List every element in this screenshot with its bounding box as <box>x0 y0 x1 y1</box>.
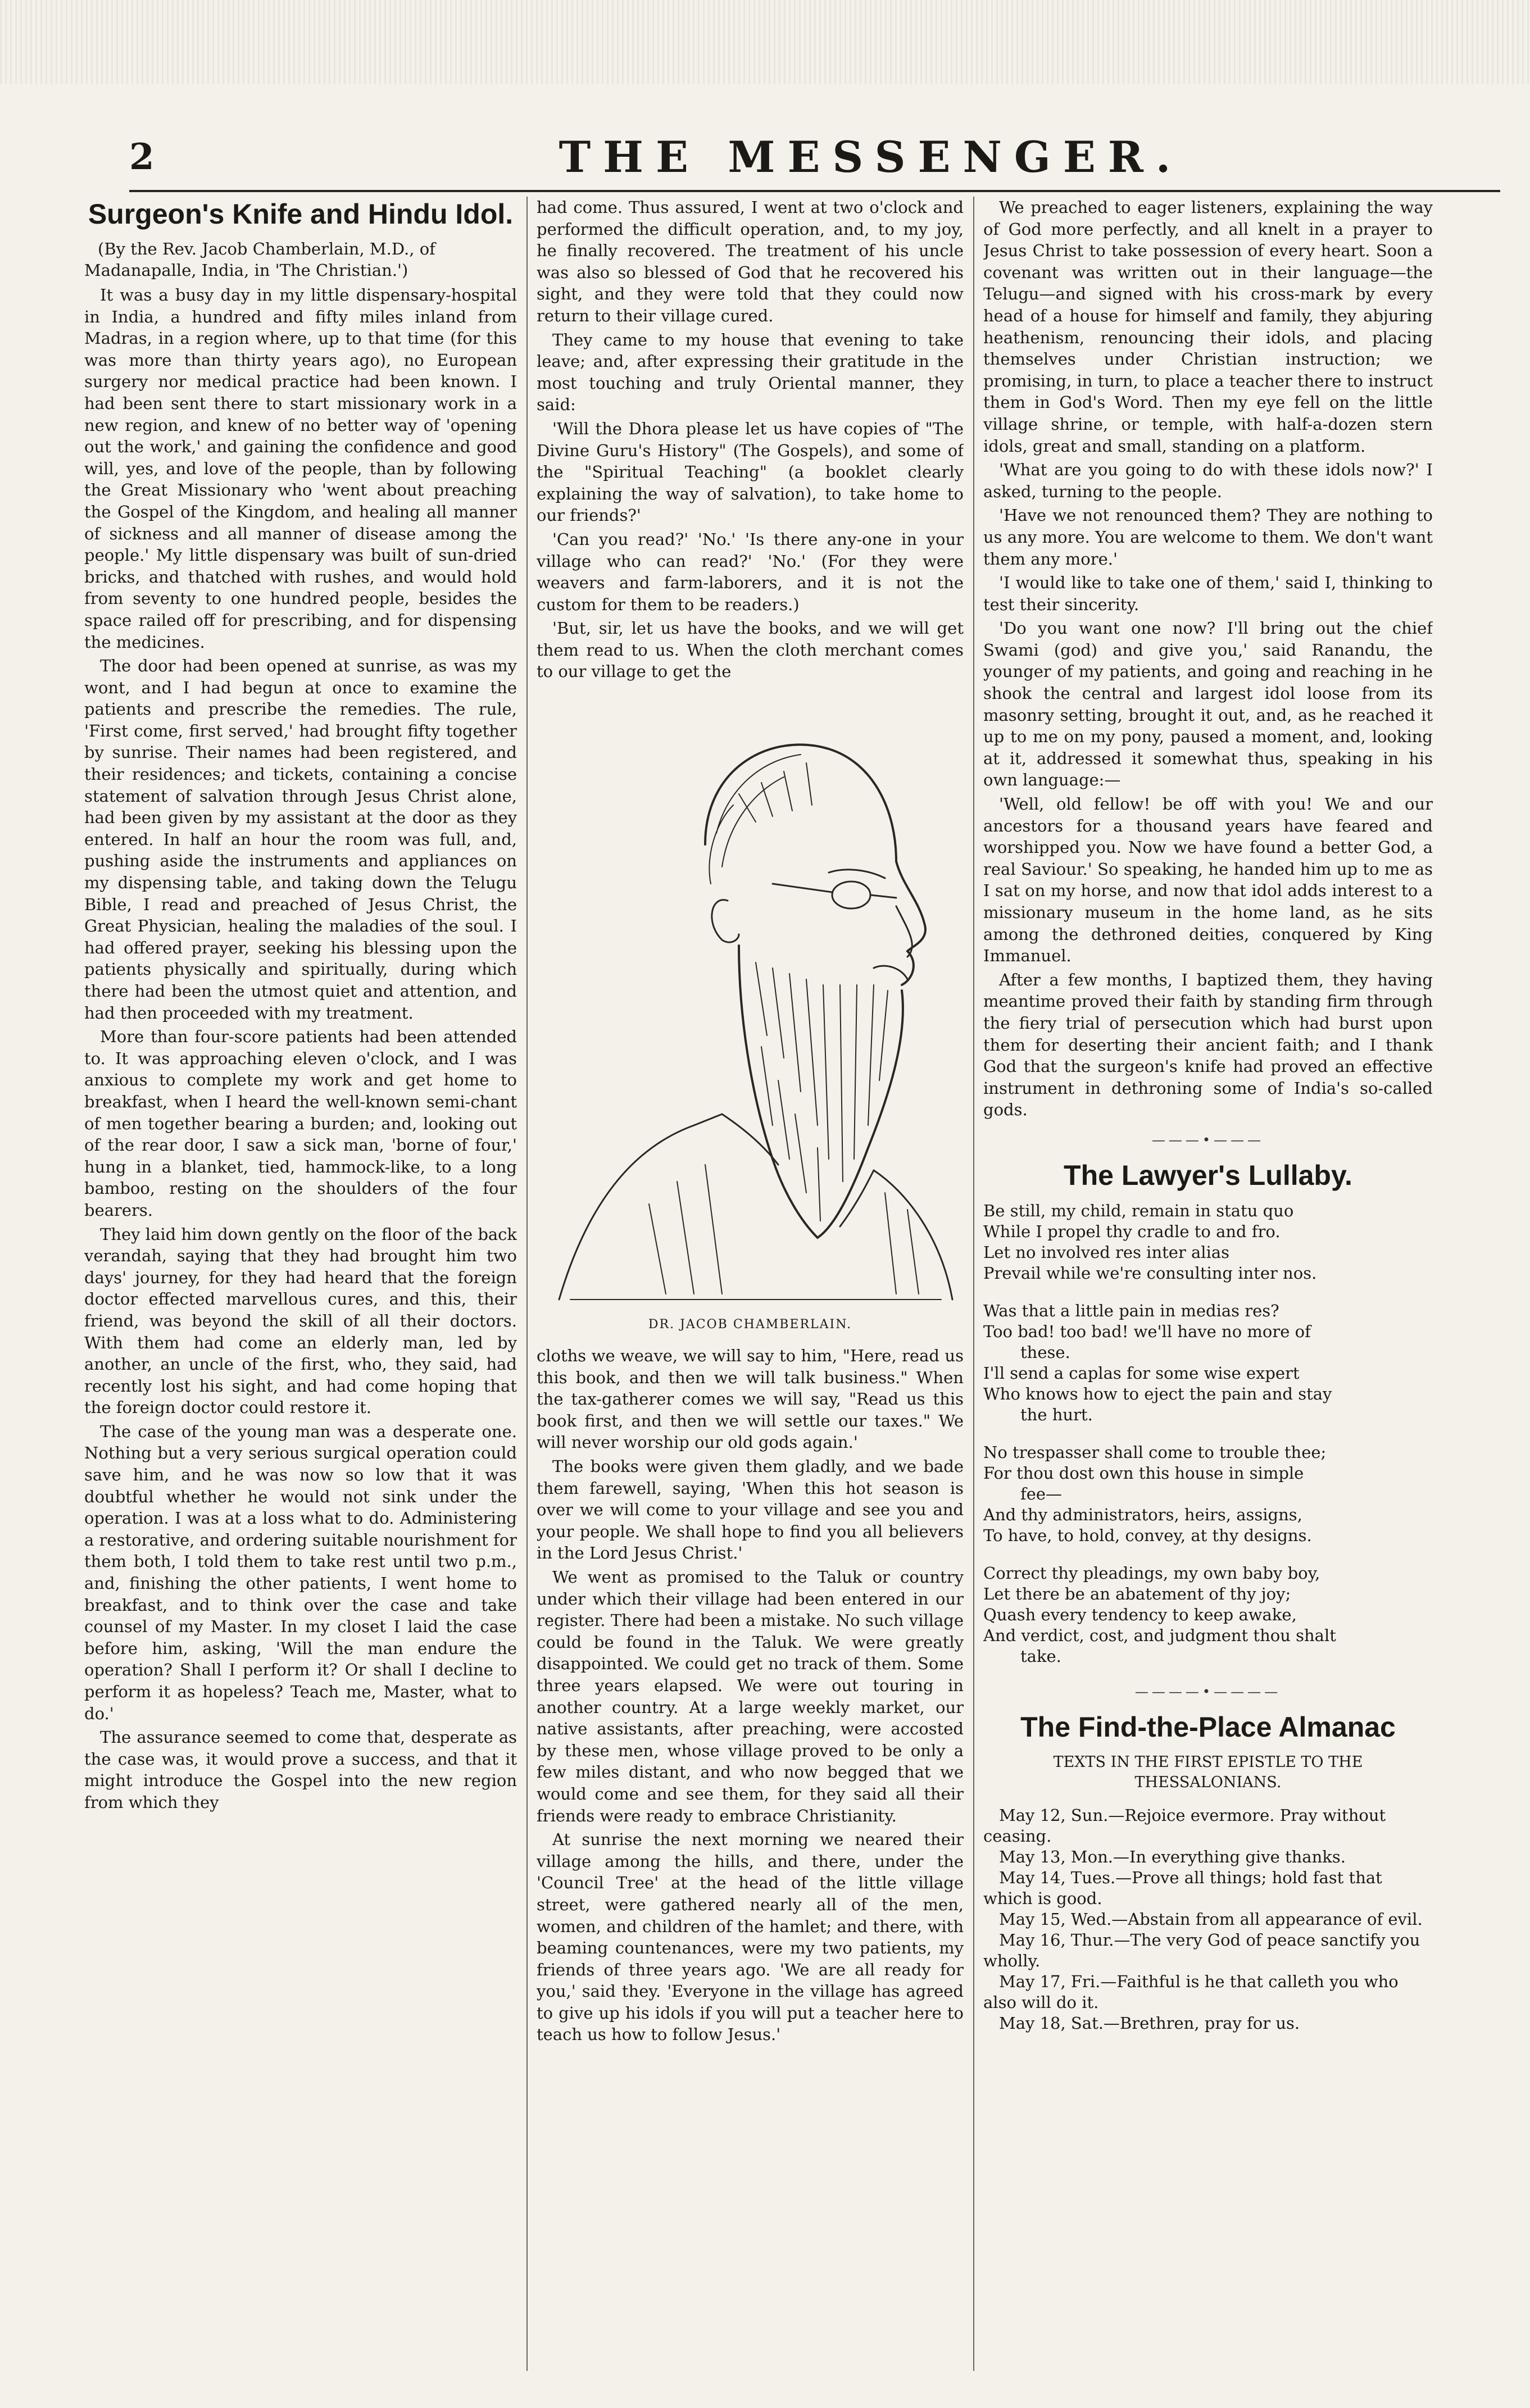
portrait-illustration <box>537 698 964 1311</box>
poem-stanza <box>983 1301 1433 1425</box>
poem-line: fee— <box>1020 1484 1063 1503</box>
masthead <box>129 129 1500 197</box>
column-2 <box>537 197 964 2371</box>
poem-line: take. <box>1020 1646 1061 1666</box>
almanac-entry: May 13, Mon.—In everything give thanks. <box>999 1847 1346 1866</box>
article-paragraph: 'But, sir, let us have the books, and we will get them read to us. When the cloth merchant comes to our village to get the <box>537 619 964 681</box>
poem-line: Was that a little pain in medias res? <box>983 1301 1279 1320</box>
almanac-entry: May 17, Fri.—Faithful is he that calleth you who also will do it. <box>983 1971 1399 2012</box>
article-paragraph: 'I would like to take one of them,' said I, thinking to test their sincerity. <box>983 573 1433 614</box>
poem-line: Let there be an abatement of thy joy; <box>983 1584 1291 1603</box>
almanac-entry: May 14, Tues.—Prove all things; hold fast that which is good. <box>983 1868 1382 1908</box>
poem-line: Correct thy pleadings, my own baby boy, <box>983 1563 1320 1583</box>
column-divider <box>973 197 974 2371</box>
article-paragraph: 'Well, old fellow! be off with you! We and our ancestors for a thousand years have feared and worshipped you. Now we have found a better God, a real Saviour.' So speaking, he handed him up to me as I sat on my horse, and now that idol adds interest to a missionary museum in the home land, as he sits among the dethroned deities, conquered by King Immanuel. <box>983 794 1433 966</box>
almanac-entry: May 15, Wed.—Abstain from all appearance of evil. <box>999 1909 1423 1929</box>
page-number: 2 <box>129 136 155 178</box>
article-paragraph: The case of the young man was a desperate one. Nothing but a very serious surgical operation could save him, and he was now so low that it was doubtful whether he would not sink under the operation. I was at a loss what to do. Administering a restorative, and ordering suitable nourishment for them both, I told them to take rest until two p.m., and, finishing the other patients, I went home to breakfast, and to think over the case and take counsel of my Master. In my closet I laid the case before him, asking, 'Will the man endure the operation? Shall I perform it? Or shall I decline to perform it as hopeless? Teach me, Master, what to do.' <box>84 1421 517 1723</box>
article-paragraph: We preached to eager listeners, explaining the way of God more perfectly, and all knelt in a prayer to Jesus Christ to take possession of every heart. Soon a covenant was written out in their language—the Telugu—and signed with his cross-mark by every head of a house for himself and family, they abjuring heathenism, renouncing their idols, and placing themselves under Christian instruction; we promising, in turn, to place a teacher there to instruct them in God's Word. Then my eye fell on the little village shrine, or temple, with half-a-dozen stern idols, great and small, standing on a platform. <box>983 198 1433 456</box>
poem-line: Quash every tendency to keep awake, <box>983 1605 1297 1624</box>
article-paragraph: had come. Thus assured, I went at two o'clock and performed the difficult operation, and, to my joy, he finally recovered. The treatment of his uncle was also so blessed of God that he recovered his sight, and they were told that they could now return to their village cured. <box>537 198 964 325</box>
poem-line: No trespasser shall come to trouble thee; <box>983 1442 1327 1462</box>
poem-line: To have, to hold, convey, at thy designs. <box>983 1525 1312 1545</box>
poem-stanza <box>983 1563 1433 1667</box>
poem-stanza <box>983 1201 1433 1284</box>
portrait-drawing <box>537 698 964 1311</box>
poem-line: And thy administrators, heirs, assigns, <box>983 1505 1302 1524</box>
poem-line: And verdict, cost, and judgment thou shalt <box>983 1625 1336 1645</box>
column-divider <box>526 197 528 2371</box>
article-paragraph: 'Can you read?' 'No.' 'Is there any-one in your village who can read?' 'No.' (For they were weavers and farm-laborers, and it is not the custom for them to be readers.) <box>537 529 964 614</box>
almanac-entry: May 16, Thur.—The very God of peace sanctify you wholly. <box>983 1930 1420 1970</box>
poem-line: For thou dost own this house in simple <box>983 1463 1304 1483</box>
article-paragraph: We went as promised to the Taluk or country under which their village had been entered in our register. There had been a mistake. No such village could be found in the Taluk. We were greatly disappointed. We could get no track of them. Some three years elapsed. We were out touring in another country. At a large weekly market, our native assistants, after preaching, were accosted by these men, whose village proved to be only a few miles distant, and who now begged that we would come and see them, for they said all their friends were ready to embrace Christianity. <box>537 1568 964 1825</box>
almanac-entry: May 18, Sat.—Brethren, pray for us. <box>999 2013 1300 2033</box>
poem-line: Too bad! too bad! we'll have no more of <box>983 1321 1311 1341</box>
article-paragraph: They came to my house that evening to take leave; and, after expressing their gratitude in the most touching and truly Oriental manner, they said: <box>537 330 964 415</box>
article-paragraph: 'What are you going to do with these idols now?' I asked, turning to the people. <box>983 460 1433 501</box>
poem-line: While I propel thy cradle to and fro. <box>983 1221 1281 1241</box>
column-3 <box>983 197 1433 2371</box>
almanac-title: The Find-the-Place Almanac <box>1020 1711 1396 1743</box>
poem-line: Be still, my child, remain in statu quo <box>983 1201 1294 1220</box>
poem-line: Let no involved res inter alias <box>983 1242 1230 1262</box>
section-ornament: ———•——— <box>1151 1132 1265 1148</box>
article-paragraph: It was a busy day in my little dispensary-hospital in India, a hundred and fifty miles inland from Madras, in a region where, up to that time (for this was more than thirty years ago), no European surgery nor medical practice had been known. I had been sent there to start missionary work in a new region, and knew of no better way of 'opening out the work,' and gaining the confidence and good will, yes, and love of the people, than by following the Great Missionary who 'went about preaching the Gospel of the Kingdom, and healing all manner of sickness and all manner of disease among the people.' My little dispensary was built of sun-dried bricks, and thatched with rushes, and would hold from seventy to one hundred people, besides the space railed off for prescribing, and for dispensing the medicines. <box>84 285 517 652</box>
poem-line: these. <box>1020 1342 1070 1362</box>
article-paragraph: 'Do you want one now? I'll bring out the chief Swami (god) and give you,' said Ranandu, the younger of my patients, and going and reaching in he shook the central and largest idol loose from its masonry setting, brought it out, and, as he reached it up to me on my pony, paused a moment, and, looking at it, addressed it somewhat thus, speaking in his own language:— <box>983 619 1433 790</box>
article-paragraph: At sunrise the next morning we neared their village among the hills, and there, under the 'Council Tree' at the head of the little village street, were gathered nearly all of the men, women, and children of the hamlet; and there, with beaming countenances, were my two patients, my friends of three years ago. 'We are all ready for you,' said they. 'Everyone in the village has agreed to give up his idols if you will put a teacher here to teach us how to follow Jesus.' <box>537 1830 964 2044</box>
article-paragraph: 'Have we not renounced them? They are nothing to us any more. You are welcome to them. We don't want them any more.' <box>983 506 1433 569</box>
almanac-entry: May 12, Sun.—Rejoice evermore. Pray without ceasing. <box>983 1805 1386 1846</box>
column-1 <box>84 197 517 2371</box>
poem-title: The Lawyer's Lullaby. <box>1064 1159 1352 1191</box>
article-paragraph: The door had been opened at sunrise, as was my wont, and I had begun at once to examine the patients and prescribe the remedies. The rule, 'First come, first served,' had brought fifty together by sunrise. Their names had been registered, and their residences; and tickets, containing a concise statement of salvation through Jesus Christ alone, had been given by my assistant at the door as they entered. In half an hour the room was full, and, pushing aside the instruments and appliances on my dispensing table, and taking down the Telugu Bible, I read and preached of Jesus Christ, the Great Physician, healing the maladies of the soul. I had offered prayer, seeking his blessing upon the patients physically and spiritually, during which there had been the utmost quiet and attention, and had then proceeded with my treatment. <box>84 656 517 1023</box>
article-paragraph: The assurance seemed to come that, desperate as the case was, it would prove a success, and that it might introduce the Gospel into the new region from which they <box>84 1728 517 1812</box>
article-paragraph: After a few months, I baptized them, they having meantime proved their faith by standing firm through the fiery trial of persecution which had burst upon them for deserting their ancient faith; and I thank God that the surgeon's knife had proved an effective instrument in dethroning some of India's so-called gods. <box>983 970 1433 1120</box>
poem-line: I'll send a caplas for some wise expert <box>983 1363 1300 1383</box>
poem-line: Who knows how to eject the pain and stay <box>983 1384 1332 1403</box>
section-ornament: ————•———— <box>1134 1683 1282 1700</box>
masthead-rule <box>129 190 1500 192</box>
poem-stanza <box>983 1442 1433 1546</box>
article-paragraph: The books were given them gladly, and we bade them farewell, saying, 'When this hot season is over we will come to your village and see you and your people. We shall hope to find you all believers in the Lord Jesus Christ.' <box>537 1457 964 1563</box>
poem-line: the hurt. <box>1020 1405 1093 1424</box>
portrait-caption: DR. JACOB CHAMBERLAIN. <box>648 1317 852 1332</box>
poem-line: Prevail while we're consulting inter nos. <box>983 1263 1317 1283</box>
article-paragraph: More than four-score patients had been attended to. It was approaching eleven o'clock, and I was anxious to complete my work and get home to breakfast, when I heard the well-known semi-chant of men together bearing a burden; and, looking out of the rear door, I saw a sick man, 'borne of four,' hung in a blanket, tied, hammock-like, to a long bamboo, resting on the shoulders of the four bearers. <box>84 1027 517 1220</box>
article-paragraph: They laid him down gently on the floor of the back verandah, saying that they had brought him two days' journey, for they had heard that the foreign doctor effected marvellous cures, and this, their friend, was beyond the skill of all their doctors. With them had come an elderly man, led by another, an uncle of the first, who, they said, had recently lost his sight, and had come hoping that the foreign doctor could restore it. <box>84 1224 517 1417</box>
poem <box>983 1201 1433 1667</box>
journal-title: THE MESSENGER. <box>559 132 1183 182</box>
article-paragraph: cloths we weave, we will say to him, "Here, read us this book, and then we will talk business." When the tax-gatherer comes we will say, "Read us this book first, and then we will settle our taxes." We will never worship our old gods again.' <box>537 1346 964 1452</box>
almanac-subtitle: TEXTS IN THE FIRST EPISTLE TO THE THESSALONIANS. <box>1053 1753 1363 1791</box>
byline: (By the Rev. Jacob Chamberlain, M.D., of Madanapalle, India, in 'The Christian.') <box>84 239 435 280</box>
article-title: Surgeon's Knife and Hindu Idol. <box>88 198 514 230</box>
article-paragraph: 'Will the Dhora please let us have copies of "The Divine Guru's History" (The Gospels), and some of the "Spiritual Teaching" (a booklet clearly explaining the way of salvation), to take home to our friends?' <box>537 419 964 525</box>
paper-grain-texture <box>0 0 1530 84</box>
